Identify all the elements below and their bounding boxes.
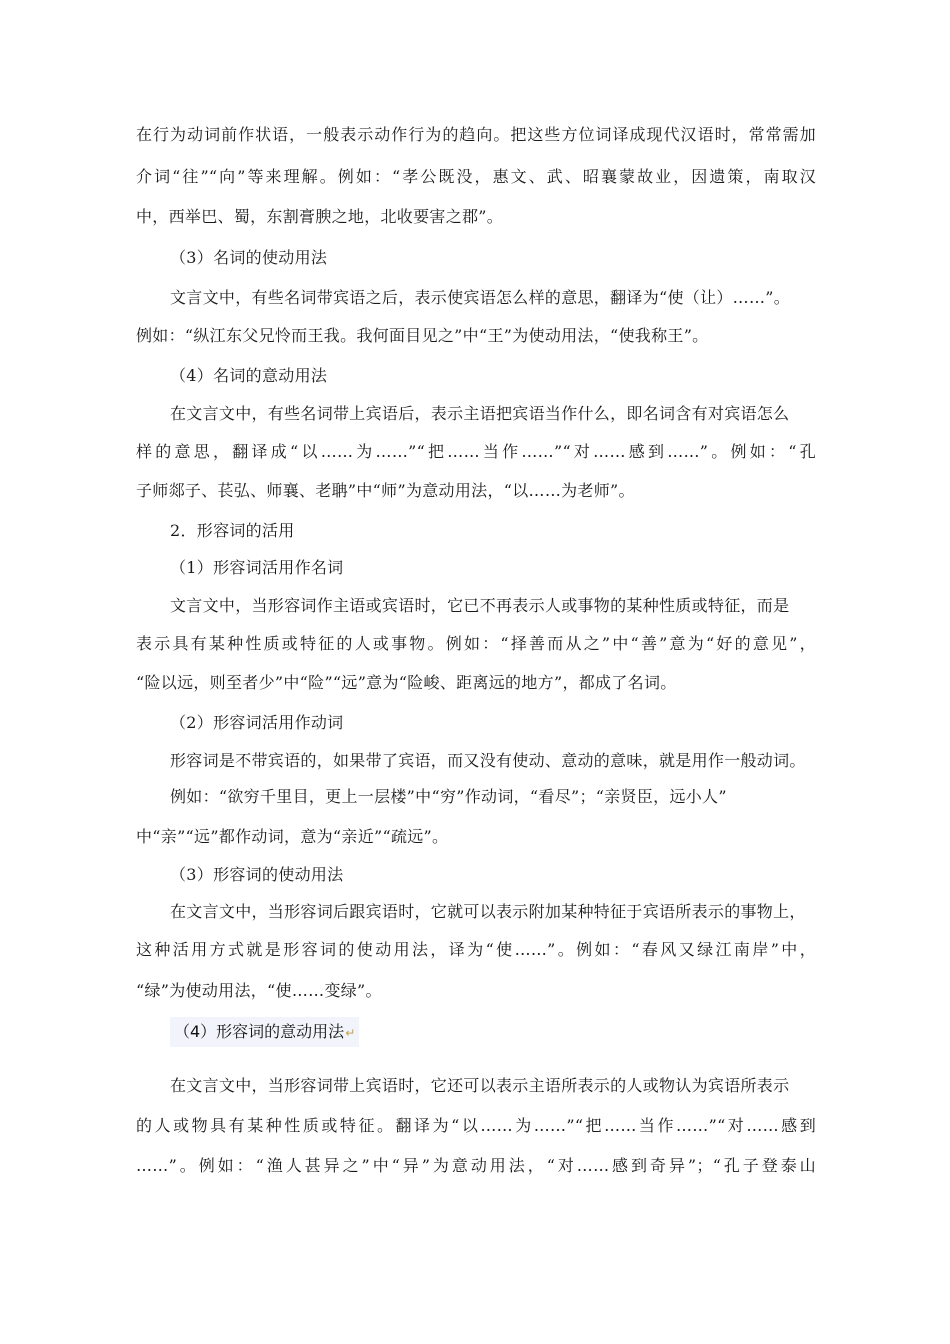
text-line: 的人或物具有某种性质或特征。翻译为“以……为……”“把……当作……”“对……感到 — [136, 1116, 816, 1135]
text-line: 这种活用方式就是形容词的使动用法，译为“使……”。例如：“春风又绿江南岸”中， — [136, 940, 816, 959]
text-line: “绿”为使动用法，“使……变绿”。 — [136, 981, 382, 1000]
text-line: 中，西举巴、蜀，东割膏腴之地，北收要害之郡”。 — [136, 207, 504, 226]
paragraph-mark-icon: ↵ — [345, 1026, 356, 1040]
text-line: 文言文中，有些名词带宾语之后，表示使宾语怎么样的意思，翻译为“使（让）……”。 — [170, 288, 791, 307]
text-line: 例如：“纵江东父兄怜而王我。我何面目见之”中“王”为使动用法，“使我称王”。 — [136, 326, 709, 345]
text-line: 在行为动词前作状语，一般表示动作行为的趋向。把这些方位词译成现代汉语时，常常需加 — [136, 125, 816, 144]
text-line: 例如：“欲穷千里目，更上一层楼”中“穷”作动词，“看尽”；“亲贤臣，远小人” — [170, 787, 727, 806]
section-heading: （2）形容词活用作动词 — [170, 713, 344, 732]
section-heading: （1）形容词活用作名词 — [170, 558, 344, 577]
text-line: 在文言文中，当形容词带上宾语时，它还可以表示主语所表示的人或物认为宾语所表示 — [170, 1076, 790, 1095]
section-heading: （3）名词的使动用法 — [170, 248, 328, 267]
text-line: 在文言文中，当形容词后跟宾语时，它就可以表示附加某种特征于宾语所表示的事物上， — [170, 902, 806, 921]
text-line: 中“亲”“远”都作动词，意为“亲近”“疏远”。 — [136, 827, 449, 846]
highlighted-heading — [170, 1017, 359, 1047]
highlighted-heading-text: （4）形容词的意动用法 — [174, 1022, 345, 1041]
section-heading: （4）名词的意动用法 — [170, 366, 328, 385]
text-line: 在文言文中，有些名词带上宾语后，表示主语把宾语当作什么，即名词含有对宾语怎么 — [170, 404, 790, 423]
text-line: “险以远，则至者少”中“险”“远”意为“险峻、距离远的地方”，都成了名词。 — [136, 673, 677, 692]
section-heading: （3）形容词的使动用法 — [170, 865, 344, 884]
text-line: 介词“往”“向”等来理解。例如：“孝公既没，惠文、武、昭襄蒙故业，因遗策，南取汉 — [136, 167, 816, 186]
text-line: 样的意思，翻译成“以……为……”“把……当作……”“对……感到……”。例如：“孔 — [136, 442, 816, 461]
text-line: 文言文中，当形容词作主语或宾语时，它已不再表示人或事物的某种性质或特征，而是 — [170, 596, 790, 615]
section-heading: 2．形容词的活用 — [170, 521, 295, 540]
text-line: 表示具有某种性质或特征的人或事物。例如：“择善而从之”中“善”意为“好的意见”， — [136, 634, 816, 653]
text-line: 形容词是不带宾语的，如果带了宾语，而又没有使动、意动的意味，就是用作一般动词。 — [170, 751, 806, 770]
text-line: 子师郯子、苌弘、师襄、老聃”中“师”为意动用法，“以……为老师”。 — [136, 481, 635, 500]
text-line: ……”。例如：“渔人甚异之”中“异”为意动用法，“对……感到奇异”；“孔子登泰山 — [136, 1156, 816, 1175]
